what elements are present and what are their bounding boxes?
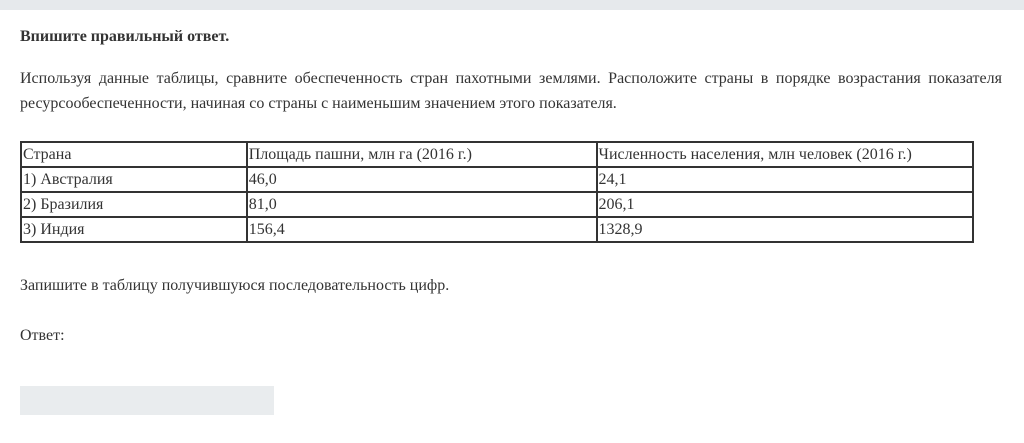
write-sequence-instruction: Запишите в таблицу получившуюся последовательность цифр. bbox=[20, 277, 450, 294]
header-country: Страна bbox=[21, 142, 247, 167]
cell-country: 3) Индия bbox=[21, 217, 247, 242]
header-arable-area: Площадь пашни, млн га (2016 г.) bbox=[247, 142, 597, 167]
cell-arable-area: 81,0 bbox=[247, 192, 597, 217]
cell-population: 206,1 bbox=[597, 192, 973, 217]
data-table bbox=[20, 141, 974, 243]
table-row bbox=[21, 192, 973, 217]
task-description: Используя данные таблицы, сравните обеспеченность стран пахотными землями. Расположите страны в порядке возрастания показателя ресурсообеспеченности, начиная со страны с наименьшим значением этого показателя. bbox=[20, 70, 1002, 112]
table-row bbox=[21, 217, 973, 242]
cell-country: 1) Австралия bbox=[21, 167, 247, 192]
answer-input[interactable] bbox=[20, 386, 274, 415]
answer-label: Ответ: bbox=[20, 327, 65, 344]
cell-arable-area: 46,0 bbox=[247, 167, 597, 192]
header-population: Численность населения, млн человек (2016 г.) bbox=[597, 142, 973, 167]
cell-population: 1328,9 bbox=[597, 217, 973, 242]
instruction-heading: Впишите правильный ответ. bbox=[20, 28, 230, 45]
cell-arable-area: 156,4 bbox=[247, 217, 597, 242]
table-row bbox=[21, 167, 973, 192]
cell-country: 2) Бразилия bbox=[21, 192, 247, 217]
top-bar bbox=[0, 0, 1024, 10]
table-header-row bbox=[21, 142, 973, 167]
cell-population: 24,1 bbox=[597, 167, 973, 192]
